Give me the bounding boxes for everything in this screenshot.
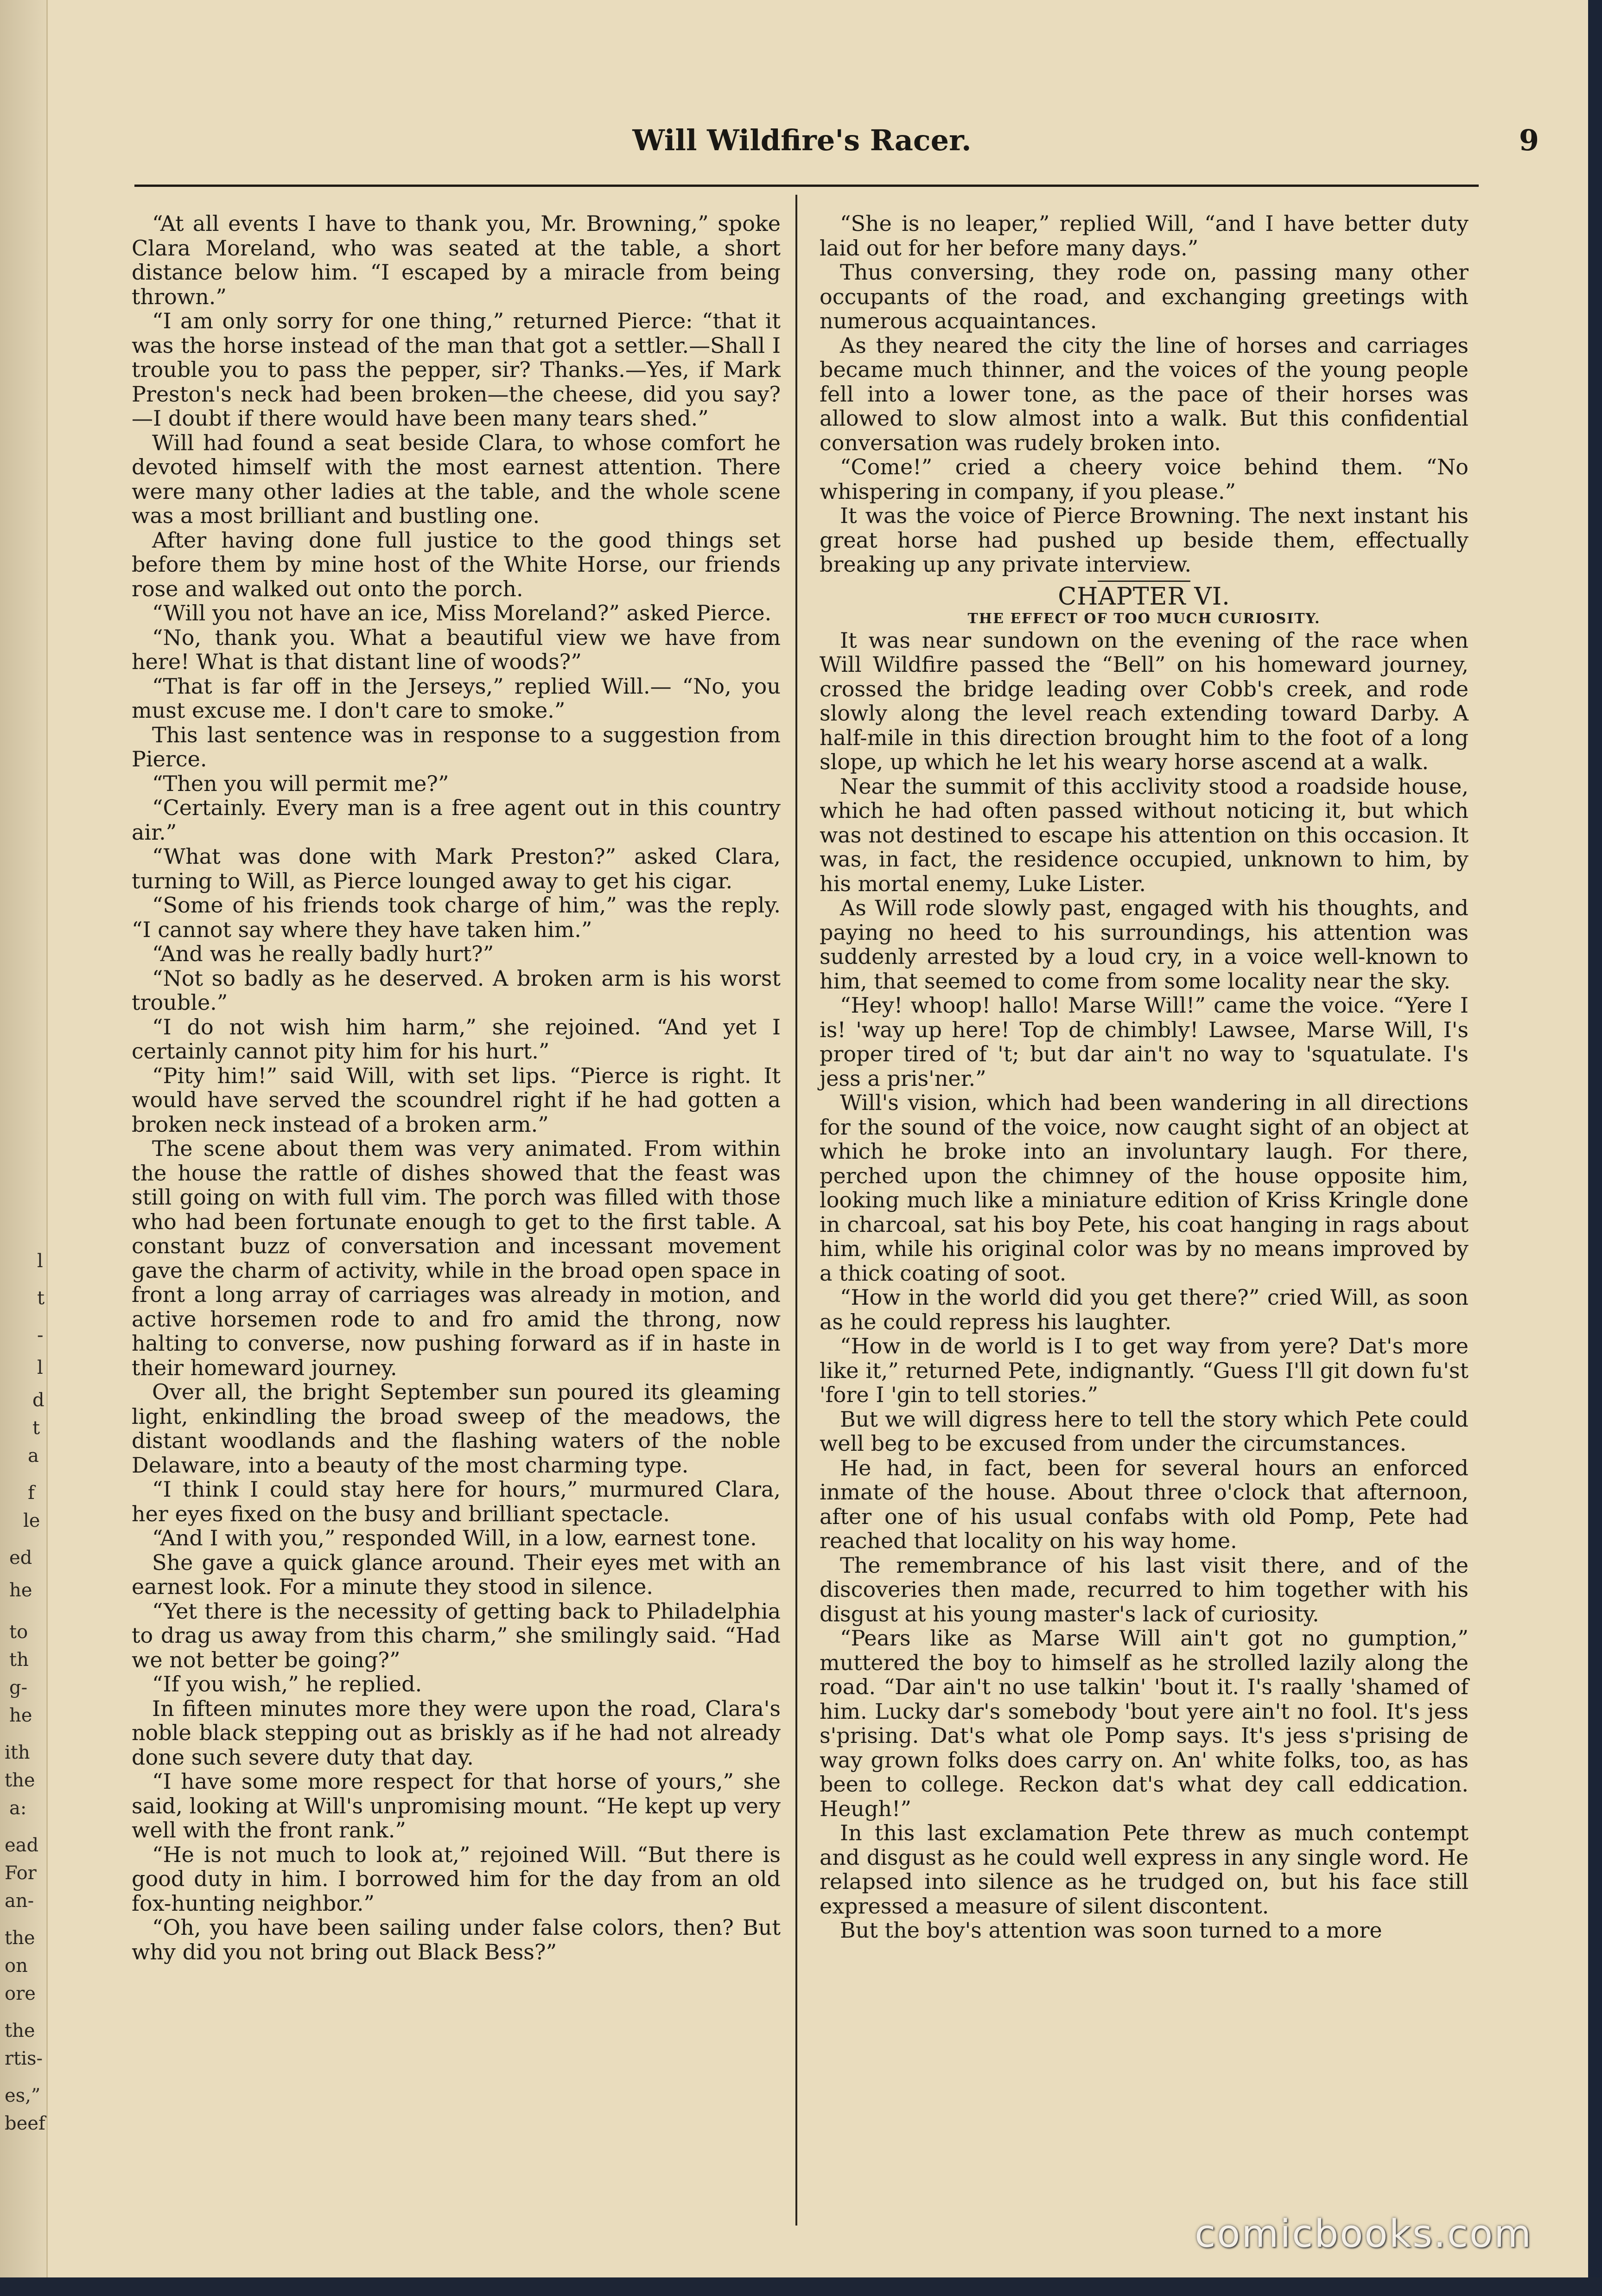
paragraph: Near the summit of this acclivity stood a roadside house, which he had often passed without noticing it, but which was not destined to escape his attention on this occasion. It was, in fact, the residence occupied, unknown to him, by his mortal enemy, Luke Lister. <box>820 773 1468 896</box>
facing-page-fragment: the <box>5 1927 35 1949</box>
facing-page-fragment: ed <box>9 1547 32 1569</box>
paragraph: After having done full justice to the good things set before them by mine host of the White Horse, our friends rose and walked out onto the porch. <box>132 527 781 601</box>
watermark: comicbooks.com <box>1195 2212 1532 2256</box>
paragraph: Thus conversing, they rode on, passing many other occupants of the road, and exchanging greetings with numerous acquaintances. <box>820 260 1468 333</box>
paragraph: “I have some more respect for that horse of yours,” she said, looking at Will's unpromising mount. “He kept up very well with the front rank.” <box>132 1769 781 1843</box>
paragraph: He had, in fact, been for several hours an enforced inmate of the house. About three o'clock that afternoon, after one of his usual confabs with old Pomp, Pete had reached that locality on his way home. <box>820 1455 1468 1553</box>
paragraph: It was near sundown on the evening of the race when Will Wildfire passed the “Bell” on his homeward journey, crossed the bridge leading over Cobb's creek, and rode slowly along the level reach extending toward Darby. A half-mile in this direction brought him to the foot of a long slope, up which he let his weary horse ascend at a walk. <box>820 627 1468 774</box>
facing-page-fragment: on <box>5 1955 28 1977</box>
facing-page-fragment: - <box>37 1325 44 1346</box>
paragraph: “Some of his friends took charge of him,” was the reply. “I cannot say where they have taken him.” <box>132 893 781 942</box>
running-title: Will Wildfire's Racer. <box>632 123 972 157</box>
right-column <box>820 211 1468 1943</box>
paragraph: “Come!” cried a cheery voice behind them. “No whispering in company, if you please.” <box>820 454 1468 504</box>
paragraph: “How in de world is I to get way from yere? Dat's more like it,” returned Pete, indignantly. “Guess I'll git down fu'st 'fore I 'gin to tell stories.” <box>820 1333 1468 1407</box>
paragraph: “Certainly. Every man is a free agent out in this country air.” <box>132 795 781 845</box>
paragraph: “Will you not have an ice, Miss Moreland?” asked Pierce. <box>152 600 772 625</box>
paragraph: She gave a quick glance around. Their eyes met with an earnest look. For a minute they stood in silence. <box>132 1550 781 1599</box>
scan-border-right <box>1588 0 1602 2296</box>
facing-page-fragment: an- <box>5 1890 34 1912</box>
paragraph: “That is far off in the Jerseys,” replied Will.— “No, you must excuse me. I don't care to smoke.” <box>132 673 781 723</box>
paragraph: The scene about them was very animated. From within the house the rattle of dishes showed that the feast was still going on with full vim. The porch was filled with those who had been fortunate enough to get to the first table. A constant buzz of conversation and incessant movement gave the charm of activity, while in the broad open space in front a long array of carriages was already in motion, and active horsemen rode to and fro amid the throng, now halting to converse, now pushing forward as if in haste in their homeward journey. <box>132 1136 781 1380</box>
paragraph: “She is no leaper,” replied Will, “and I have better duty laid out for her before many days.” <box>820 211 1468 261</box>
paragraph: But we will digress here to tell the story which Pete could well beg to be excused from under the circumstances. <box>820 1406 1468 1456</box>
paragraph: Will's vision, which had been wandering in all directions for the sound of the voice, now caught sight of an object at which he broke into an involuntary laugh. For there, perched upon the chimney of the house opposite him, looking much like a miniature edition of Kriss Kringle done in charcoal, sat his boy Pete, his coat hanging in rags about him, while his original color was by no means improved by a thick coating of soot. <box>820 1090 1468 1286</box>
paragraph: “Yet there is the necessity of getting back to Philadelphia to drag us away from this charm,” she smilingly said. “Had we not better be going?” <box>132 1598 781 1672</box>
facing-page-fragment: he <box>9 1705 32 1726</box>
column-divider <box>795 195 797 2226</box>
facing-page-fragment: th <box>9 1649 29 1671</box>
facing-page-fragment: ore <box>5 1983 36 2004</box>
facing-page-fragment: ith <box>5 1742 30 1763</box>
facing-page-fragment: d <box>32 1390 44 1411</box>
facing-page-fragment: he <box>9 1580 32 1601</box>
chapter-subtitle: THE EFFECT OF TOO MUCH CURIOSITY. <box>967 610 1321 627</box>
facing-page-fragment: a <box>28 1445 39 1467</box>
facing-page-fragment: f <box>28 1482 35 1504</box>
paragraph: “He is not much to look at,” rejoined Will. “But there is good duty in him. I borrowed him for the day from an old fox-hunting neighbor.” <box>132 1842 781 1916</box>
facing-page-fragment: t <box>32 1417 40 1439</box>
paragraph: “If you wish,” he replied. <box>152 1671 422 1696</box>
facing-page-fragment: t <box>37 1288 45 1309</box>
paragraph: Over all, the bright September sun poured its gleaming light, enkindling the broad sweep of the meadows, the distant woodlands and the flashing waters of the noble Delaware, into a beauty of the most charming type. <box>132 1379 781 1478</box>
facing-page-fragment: For <box>5 1862 37 1884</box>
facing-page-fragment: es,” <box>5 2085 41 2106</box>
scan-border-bottom <box>0 2277 1602 2296</box>
paragraph: Will had found a seat beside Clara, to whose comfort he devoted himself with the most earnest attention. There were many other ladies at the table, and the whole scene was a most brilliant and bustling one. <box>132 430 781 528</box>
page-header <box>65 123 1539 160</box>
paragraph: “Hey! whoop! hallo! Marse Will!” came the voice. “Yere I is! 'way up here! Top de chimbly! Lawsee, Marse Will, I's proper tired of 't; but dar ain't no way to 'squatulate. I's jess a pris'ner.” <box>820 993 1468 1091</box>
paragraph: In this last exclamation Pete threw as much contempt and disgust as he could well express in any single word. He relapsed into silence as he trudged on, but his face still expressed a measure of silent discontent. <box>820 1820 1468 1919</box>
paragraph: It was the voice of Pierce Browning. The next instant his great horse had pushed up beside them, effectually breaking up any private interview. <box>820 503 1468 577</box>
paragraph: As Will rode slowly past, engaged with his thoughts, and paying no heed to his surroundings, his attention was suddenly arrested by a loud cry, in a voice well-known to him, that seemed to come from some locality near the sky. <box>820 895 1468 994</box>
facing-page-fragment: l <box>37 1357 43 1378</box>
facing-page-fragment: the <box>5 2020 35 2041</box>
paragraph: As they neared the city the line of horses and carriages became much thinner, and the voices of the young people fell into a lower tone, as the pace of their horses was allowed to slow almost into a walk. But this confidential conversation was rudely broken into. <box>820 332 1468 455</box>
paragraph: “And I with you,” responded Will, in a low, earnest tone. <box>152 1525 757 1550</box>
paragraph: “How in the world did you get there?” cried Will, as soon as he could repress his laughter. <box>820 1285 1468 1334</box>
left-column <box>132 211 781 1964</box>
facing-page-fragment: g- <box>9 1677 28 1698</box>
facing-page-fragment: ead <box>5 1835 39 1856</box>
paragraph: “I am only sorry for one thing,” returned Pierce: “that it was the horse instead of the man that got a settler.—Shall I trouble you to pass the pepper, sir? Thanks.—Yes, if Mark Preston's neck had been broken—the cheese, did you say?—I doubt if there would have been many tears shed.” <box>132 308 781 431</box>
paragraph: “Pears like as Marse Will ain't got no gumption,” muttered the boy to himself as he strolled lazily along the road. “Dar ain't no use talkin' 'bout it. I's raally 'shamed of him. Lucky dar's somebody 'bout yere ain't no fool. It's jess s'prising. Dat's what ole Pomp says. It's jess s'prising de way grown folks does carry on. An' white folks, too, as has been to college. Reckon dat's what dey call eddication. Heugh!” <box>820 1626 1468 1821</box>
facing-page-fragment: beef <box>5 2113 45 2134</box>
header-rule <box>134 185 1479 187</box>
page-number: 9 <box>1519 123 1539 157</box>
facing-page-fragment: l <box>37 1250 43 1272</box>
facing-page-fragments <box>0 0 55 2296</box>
paragraph: This last sentence was in response to a suggestion from Pierce. <box>132 722 781 772</box>
facing-page-fragment: to <box>9 1621 28 1643</box>
paragraph: “At all events I have to thank you, Mr. Browning,” spoke Clara Moreland, who was seated at the table, a short distance below him. “I escaped by a miracle from being thrown.” <box>132 211 781 309</box>
facing-page-fragment: rtis- <box>5 2048 43 2069</box>
paragraph: “I do not wish him harm,” she rejoined. “And yet I certainly cannot pity him for his hurt.” <box>132 1014 781 1064</box>
paragraph: In fifteen minutes more they were upon the road, Clara's noble black stepping out as briskly as if he had not already done such severe duty that day. <box>132 1696 781 1770</box>
chapter-heading: CHAPTER VI. <box>1058 582 1230 611</box>
facing-page-fragment: a: <box>9 1798 27 1819</box>
paragraph: “And was he really badly hurt?” <box>152 941 494 966</box>
facing-page-fragment: le <box>23 1510 40 1531</box>
paragraph: “Then you will permit me?” <box>152 771 449 796</box>
paragraph: “Not so badly as he deserved. A broken arm is his worst trouble.” <box>132 965 781 1015</box>
paragraph: “Pity him!” said Will, with set lips. “Pierce is right. It would have served the scoundrel right if he had gotten a broken neck instead of a broken arm.” <box>132 1063 781 1137</box>
paragraph: “Oh, you have been sailing under false colors, then? But why did you not bring out Black Bess?” <box>132 1915 781 1964</box>
paragraph: “I think I could stay here for hours,” murmured Clara, her eyes fixed on the busy and brilliant spectacle. <box>132 1477 781 1526</box>
paragraph: The remembrance of his last visit there, and of the discoveries then made, recurred to him together with his disgust at his young master's lack of curiosity. <box>820 1552 1468 1626</box>
paragraph: “No, thank you. What a beautiful view we have from here! What is that distant line of woods?” <box>132 625 781 674</box>
paragraph: “What was done with Mark Preston?” asked Clara, turning to Will, as Pierce lounged away to get his cigar. <box>132 844 781 893</box>
facing-page-fragment: the <box>5 1770 35 1791</box>
paragraph: But the boy's attention was soon turned to a more <box>840 1918 1382 1943</box>
